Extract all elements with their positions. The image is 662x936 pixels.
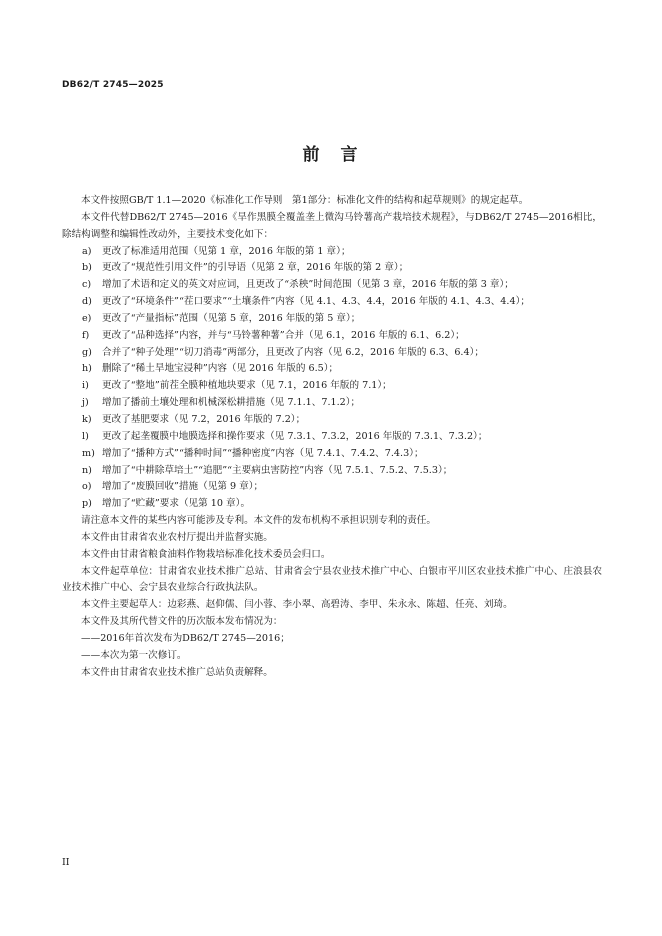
list-item-text: 更改了标准适用范围（见第 1 章，2016 年版的第 1 章）； (102, 245, 351, 257)
patent-notice: 请注意本文件的某些内容可能涉及专利。本文件的发布机构不承担识别专利的责任。 (81, 515, 436, 527)
list-item-text: 更改了起垄覆膜中地膜选择和操作要求（见 7.3.1、7.3.2，2016 年版的 7.3.1、7.3.2）； (102, 430, 488, 442)
list-item (62, 412, 602, 429)
list-marker: i) (82, 380, 89, 392)
list-marker: a) (82, 245, 92, 257)
intro-paragraph: 本文件按照GB/T 1.1—2020《标准化工作导则 第1部分：标准化文件的结构和起草规则》的规定起草。 (81, 195, 529, 206)
list-marker: c) (82, 279, 92, 291)
list-item-text: 更改了“品种选择”内容，并与“马铃薯种薯”合并（见 6.1，2016 年版的 6.1、6.2）； (102, 329, 465, 341)
list-item-text: 增加了“播种方式”“播种时间”“播种密度”内容（见 7.4.1、7.4.2、7.4.3）； (102, 447, 424, 459)
list-item-text: 增加了播前土壤处理和机械深松耕措施（见 7.1.1、7.1.2）； (102, 397, 361, 409)
intro-paragraph: 本文件代替DB62/T 2745—2016《旱作黑膜全覆盖垄上微沟马铃薯高产栽培技术规程》，与DB62/T 2745—2016相比，除结构调整和编辑性改动外，主要技术变化如下： (62, 211, 602, 240)
list-item-text: 合并了“种子处理”“切刀消毒”两部分，且更改了内容（见 6.2，2016 年版的 6.3、6.4）； (102, 346, 484, 358)
list-item (62, 429, 602, 446)
list-item-text: 更改了基肥要求（见 7.2，2016 年版的 7.2）； (102, 413, 306, 425)
list-marker: l) (82, 430, 89, 442)
list-marker: p) (82, 498, 92, 510)
list-item-text: 更改了“产量指标”范围（见第 5 章，2016 年版的第 5 章）； (102, 312, 361, 324)
list-marker: o) (82, 481, 92, 493)
list-item (62, 277, 602, 294)
list-item-text: 删除了“稀土旱地宝浸种”内容（见 2016 年版的 6.5）； (102, 363, 339, 375)
list-item (62, 446, 602, 463)
document-code: DB62/T 2745—2025 (62, 80, 164, 90)
list-marker: h) (82, 363, 92, 375)
list-item (62, 463, 602, 480)
list-marker: d) (82, 296, 92, 308)
list-item (62, 328, 602, 345)
list-item (62, 260, 602, 277)
drafting-units-paragraph: 本文件起草单位：甘肃省农业技术推广总站、甘肃省会宁县农业技术推广中心、白银市平川区农业技术推广中心、庄浪县农业技术推广中心、会宁县农业综合行政执法队。 (62, 565, 602, 594)
technical-changes-list (62, 244, 602, 514)
list-item-text: 更改了“整地”前茬全膜种植地块要求（见 7.1，2016 年版的 7.1）； (102, 380, 392, 392)
list-marker: g) (82, 346, 92, 358)
list-marker: f) (82, 329, 90, 341)
list-item-text: 更改了“规范性引用文件”的引导语（见第 2 章，2016 年版的第 2 章）； (102, 262, 409, 274)
list-marker: m) (82, 447, 95, 459)
drafters-paragraph: 本文件主要起草人：边彩燕、赵仰儒、闫小蓉、李小翠、高碧涛、李甲、朱永永、陈超、任亮、刘琦。 (81, 599, 513, 611)
list-item (62, 395, 602, 412)
list-item (62, 496, 602, 513)
list-marker: n) (82, 464, 92, 476)
committee-paragraph: 本文件由甘肃省粮食油料作物栽培标准化技术委员会归口。 (81, 548, 331, 560)
history-item: ——2016年首次发布为DB62/T 2745—2016； (81, 632, 290, 644)
list-item (62, 361, 602, 378)
list-marker: k) (82, 413, 92, 425)
list-item (62, 244, 602, 261)
list-item (62, 479, 602, 496)
list-item-text: 增加了术语和定义的英文对应词，且更改了“杀秧”时间范围（见第 3 章，2016 年版的第 3 章）； (102, 279, 514, 291)
list-item-text: 增加了“贮藏”要求（见第 10 章）。 (102, 498, 251, 510)
list-item-text: 增加了“中耕除草培土”“追肥”“主要病虫害防控”内容（见 7.5.1、7.5.2、7.5.3）； (102, 464, 453, 476)
list-item (62, 294, 602, 311)
page-number: II (62, 857, 70, 868)
list-item (62, 345, 602, 362)
history-intro: 本文件及其所代替文件的历次版本发布情况为： (81, 616, 283, 628)
list-marker: j) (82, 397, 89, 409)
page-title: 前 言 (302, 145, 360, 165)
list-item (62, 378, 602, 395)
interpretation-paragraph: 本文件由甘肃省农业技术推广总站负责解释。 (81, 666, 273, 678)
list-marker: b) (82, 262, 92, 274)
list-item (62, 311, 602, 328)
foreword-body (62, 193, 602, 681)
history-item: ——本次为第一次修订。 (81, 649, 187, 661)
proposer-paragraph: 本文件由甘肃省农业农村厅提出并监督实施。 (81, 531, 273, 543)
list-item-text: 增加了“废膜回收”措施（见第 9 章）； (102, 481, 264, 493)
list-item-text: 更改了“环境条件”“茬口要求”“土壤条件”内容（见 4.1、4.3、4.4，2016 年版的 4.1、4.3、4.4）； (102, 296, 530, 308)
list-marker: e) (82, 312, 92, 324)
